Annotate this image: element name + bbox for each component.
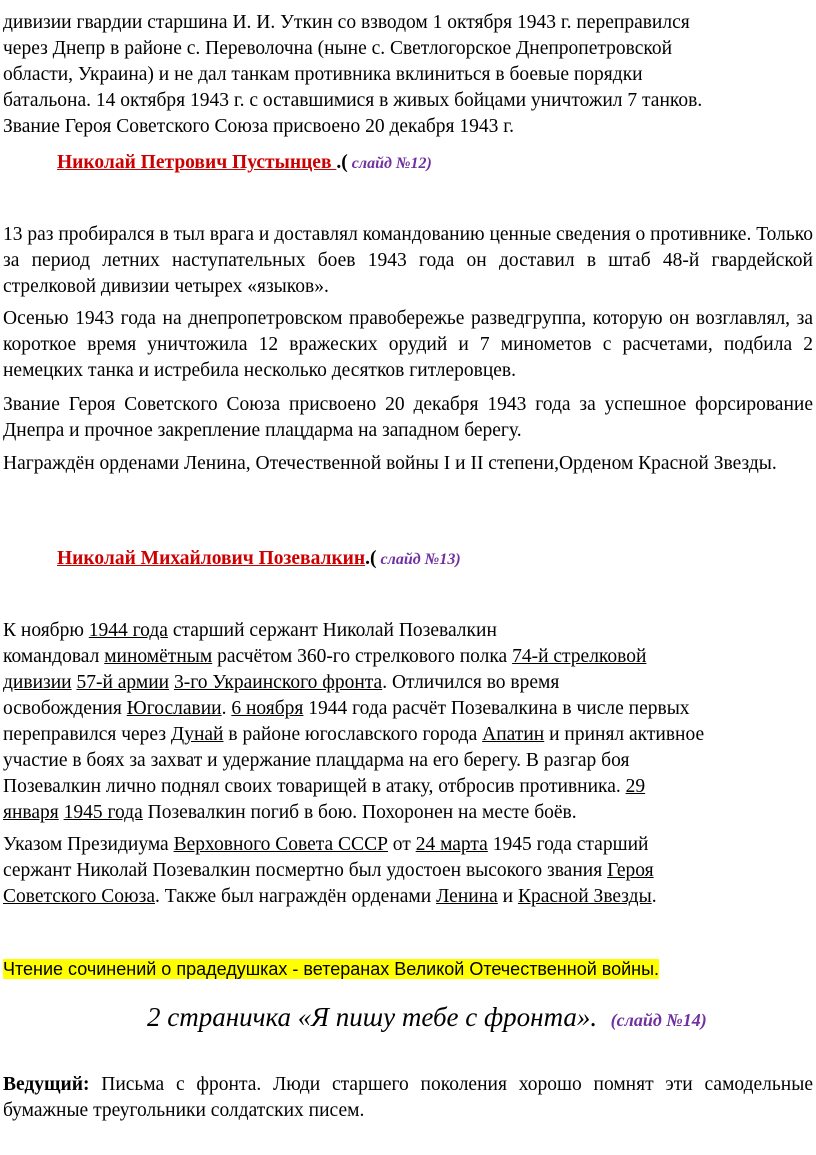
link-1945[interactable]: 1945 года xyxy=(63,802,143,823)
paragraph-pustyntsev-1: 13 раз пробирался в тыл врага и доставлял командованию ценные сведения о противнике. Только за период летних наступательных боев 1943 года он доставил в штаб 48-й гвардейской стрелковой дивизии четырех «языков». xyxy=(3,224,814,297)
paragraph-pozevalkin-2: Указом Президиума Верховного Совета СССР от 24 марта 1945 года старший сержант Николай Позевалкин посмертно был удостоен высокого звания Героя Советского Союза. Также был награждён орденами Ленина и Красной Звезды. xyxy=(3,834,657,907)
link-24-march[interactable]: 24 марта xyxy=(415,834,488,855)
link-mortar[interactable]: миномётным xyxy=(104,646,213,667)
link-lenin[interactable]: Ленина xyxy=(436,886,498,907)
slide-ref: слайд №13) xyxy=(376,551,461,568)
heading-pustyntsev: Николай Петрович Пустынцев .( слайд №12) xyxy=(57,152,432,173)
link-january[interactable]: января xyxy=(3,802,59,823)
link-74-division[interactable]: 74-й стрелковой xyxy=(512,646,647,667)
slide-ref: (слайд №14) xyxy=(610,1010,707,1030)
hero-name: Николай Михайлович Позевалкин xyxy=(57,548,366,569)
link-division[interactable]: дивизии xyxy=(3,672,72,693)
hero-name: Николай Петрович Пустынцев xyxy=(57,152,337,173)
highlighted-note: Чтение сочинений о прадедушках - ветеранах Великой Отечественной войны. xyxy=(3,959,660,979)
link-red-star[interactable]: Красной Звезды xyxy=(517,886,652,907)
link-6-november[interactable]: 6 ноября xyxy=(231,698,304,719)
paragraph-pozevalkin-1: К ноябрю 1944 года старший сержант Николай Позевалкин командовал миномётным расчётом 360-го стрелкового полка 74-й стрелковой дивизии 57-й армии 3-го Украинского фронта. Отличился во время освобождения Югославии. 6 ноября 1944 года расчёт Позевалкина в числе первых переправился через Дунай в районе югославского города Апатин и принял активное участие в боях за захват и удержание плацдарма на его берегу. В разгар боя Позевалкин лично поднял своих товарищей в атаку, отбросив противника. 29 января 1945 года Позевалкин погиб в бою. Похоронен на месте боёв. xyxy=(3,620,705,823)
heading-pozevalkin: Николай Михайлович Позевалкин.( слайд №13) xyxy=(57,548,461,569)
slide-ref: слайд №12) xyxy=(347,155,432,172)
link-danube[interactable]: Дунай xyxy=(170,724,224,745)
link-apatin[interactable]: Апатин xyxy=(482,724,545,745)
paragraph-pustyntsev-4: Награждён орденами Ленина, Отечественной войны I и II степени,Орденом Красной Звезды. xyxy=(3,453,777,474)
link-yugoslavia[interactable]: Югославии xyxy=(126,698,222,719)
link-1944[interactable]: 1944 года xyxy=(88,620,168,641)
speaker-label: Ведущий: xyxy=(3,1074,90,1095)
link-supreme-soviet[interactable]: Верховного Совета СССР xyxy=(173,834,388,855)
link-hero[interactable]: Героя xyxy=(607,860,654,881)
link-29[interactable]: 29 xyxy=(625,776,646,797)
paragraph-utkin: дивизии гвардии старшина И. И. Уткин со взводом 1 октября 1943 г. переправился через Днепр в районе с. Переволочна (ныне с. Светлогорское Днепропетровской области, Украина) и не дал танкам противника вклиниться в боевые порядки батальона. 14 октября 1943 г. с оставшимися в живых бойцами уничтожил 7 танков. Звание Героя Советского Союза присвоено 20 декабря 1943 г. xyxy=(3,12,703,137)
link-57-army[interactable]: 57-й армии xyxy=(76,672,170,693)
paragraph-presenter: Ведущий: Письма с фронта. Люди старшего поколения хорошо помнят эти самодельные бумажные треугольники солдатских писем. xyxy=(3,1074,813,1121)
link-soviet-union[interactable]: Советского Союза xyxy=(3,886,155,907)
section-title: 2 страничка «Я пишу тебе с фронта». (слайд №14) xyxy=(147,1002,707,1032)
paragraph-pustyntsev-3: Звание Героя Советского Союза присвоено 20 декабря 1943 года за успешное форсирование Днепра и прочное закрепление плацдарма на западном берегу. xyxy=(3,394,813,441)
link-3-ukrainian-front[interactable]: 3-го Украинского фронта xyxy=(173,672,383,693)
paragraph-pustyntsev-2: Осенью 1943 года на днепропетровском правобережье разведгруппа, которую он возглавлял, за короткое время уничтожила 12 вражеских орудий и 7 минометов с расчетами, подбила 2 немецких танка и истребила несколько десятков гитлеровцев. xyxy=(3,308,813,381)
